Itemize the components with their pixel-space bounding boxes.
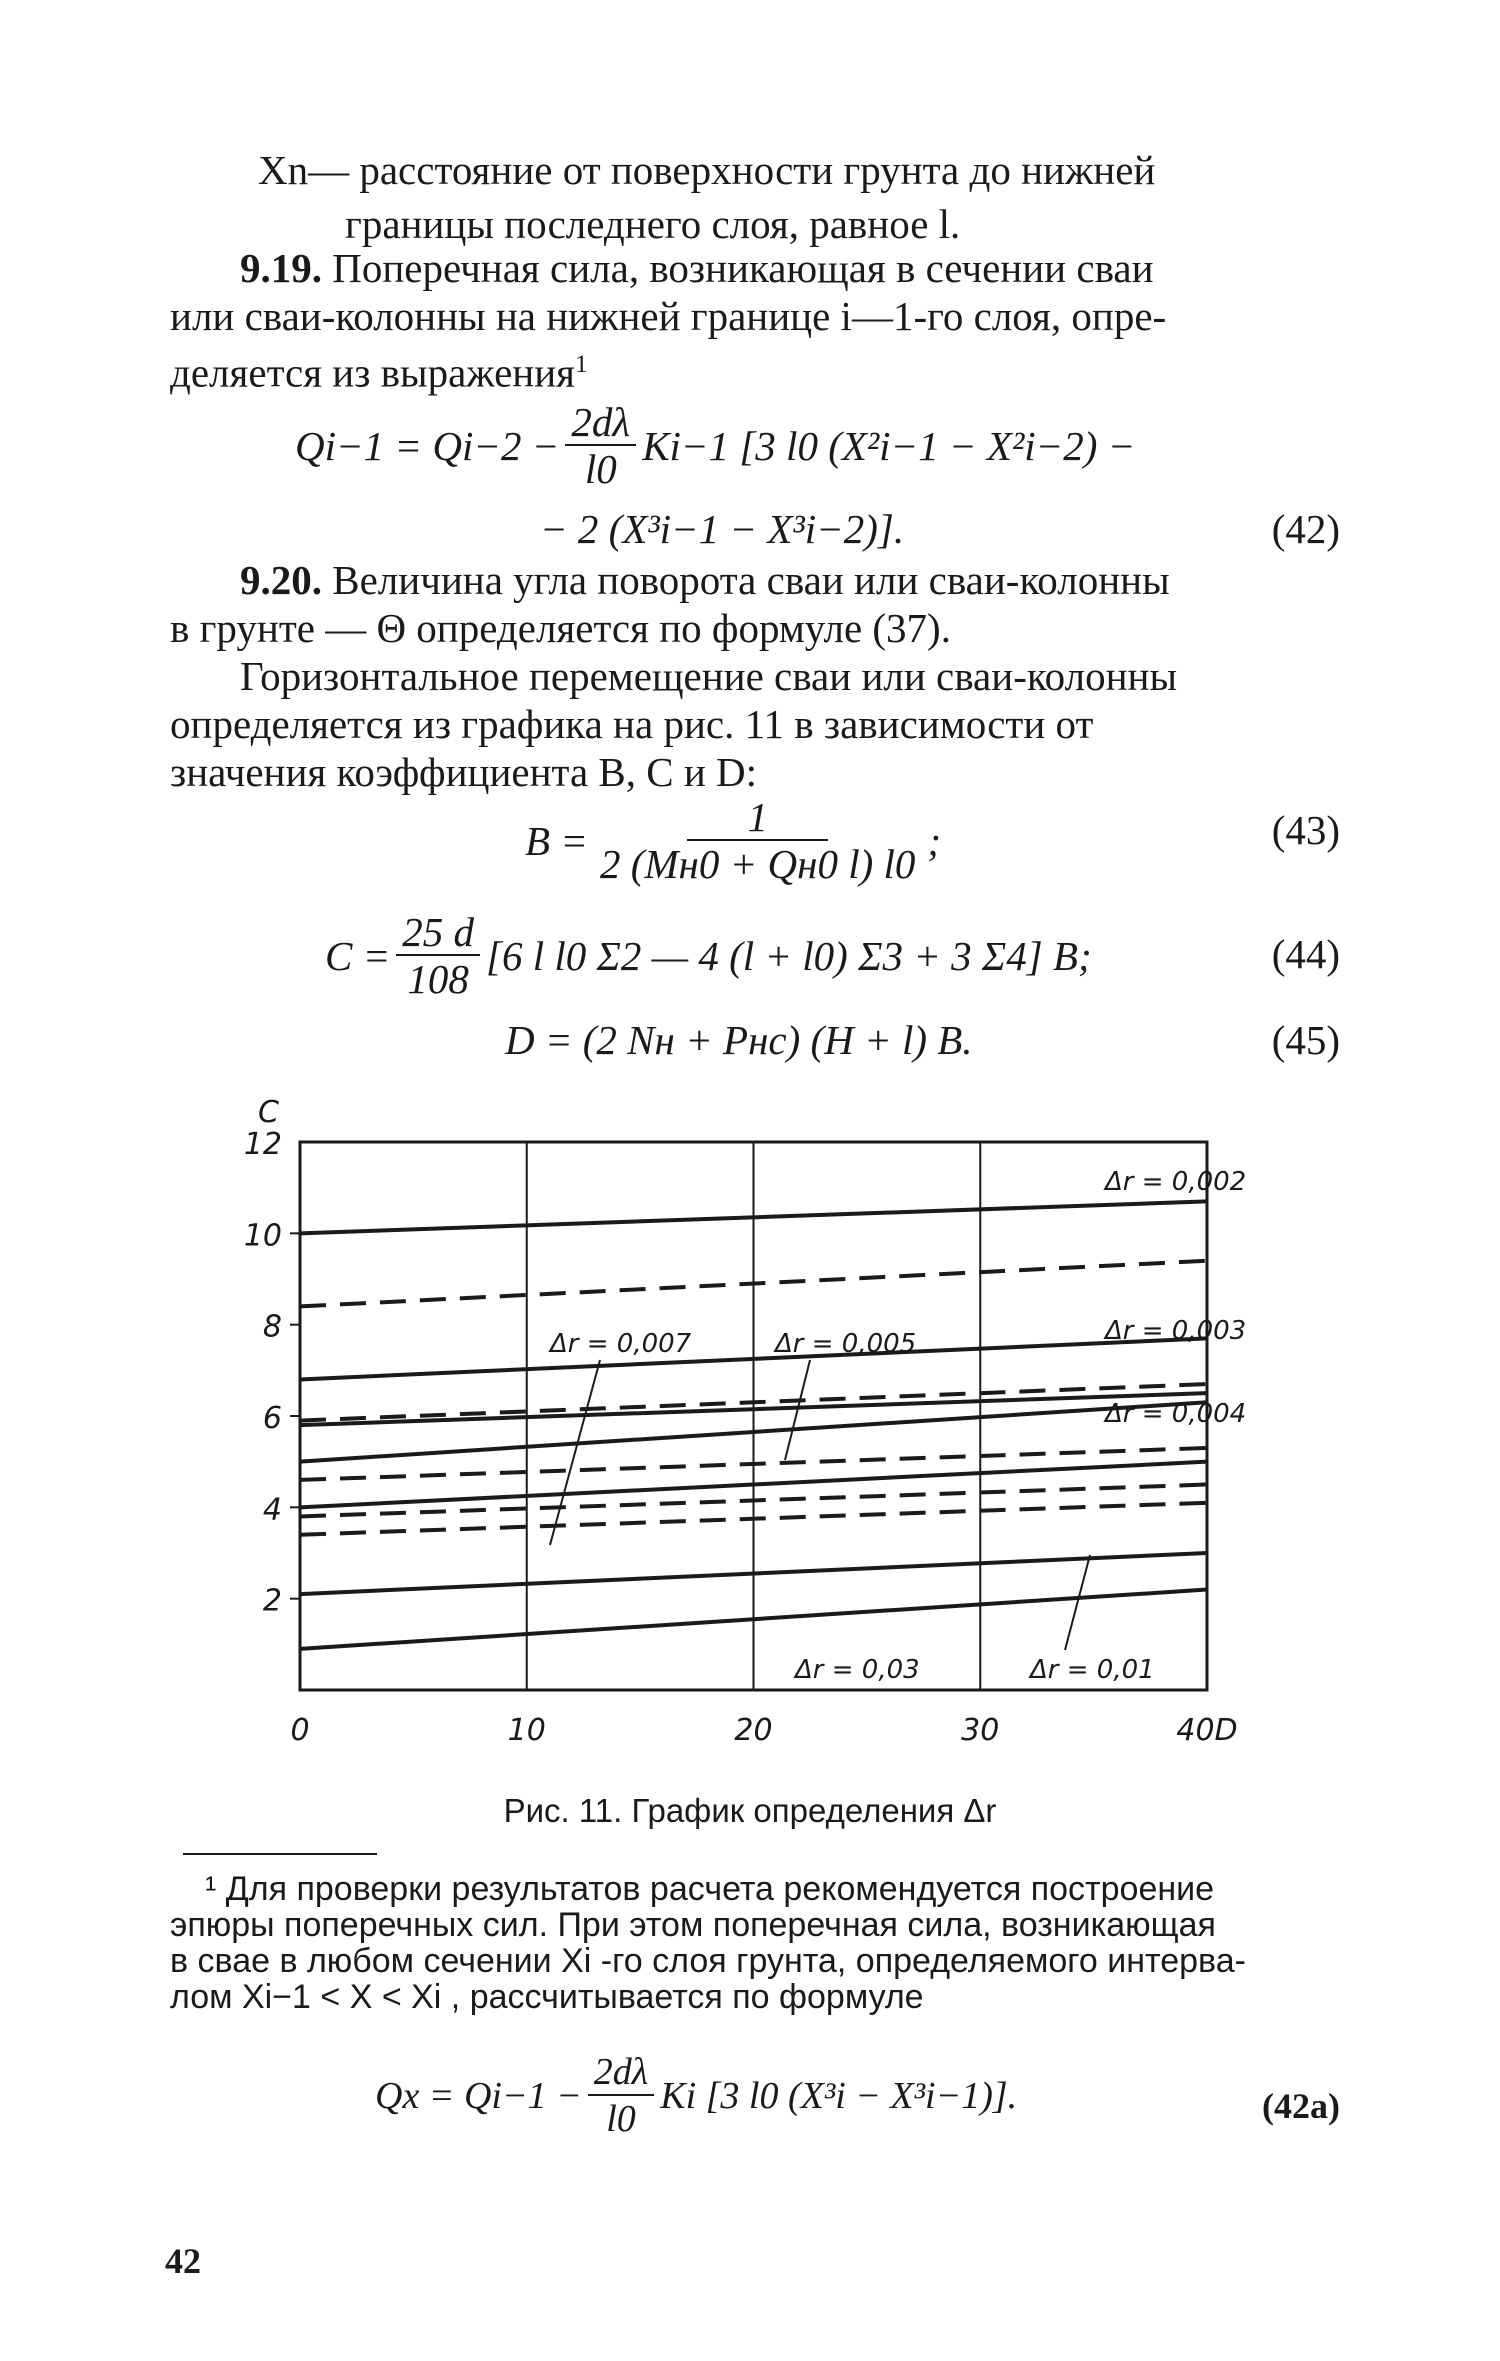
chart-y-tick-label: 8 bbox=[262, 1309, 282, 1345]
chart-label-leader bbox=[1065, 1555, 1090, 1650]
equation-part: B = bbox=[525, 818, 588, 864]
equation-part: Ki−1 [3 l0 (X²i−1 − X²i−2) − bbox=[642, 423, 1136, 469]
chart-x-tick-label: 40D bbox=[1176, 1713, 1238, 1748]
page-number: 42 bbox=[165, 2241, 201, 2281]
footnote-line: лом Xi−1 < X < Xi , рассчитывается по формуле bbox=[170, 1978, 924, 2016]
equation-number-44: (44) bbox=[1271, 931, 1340, 977]
footnote-line: в свае в любом сечении Xi -го слоя грунта, определяемого интерва- bbox=[170, 1942, 1246, 1980]
chart-series-label: Δr = 0,03 bbox=[795, 1655, 920, 1685]
text-line-xn: Xn— расстояние от поверхности грунта до нижней bbox=[258, 147, 1156, 193]
footnote-mark: 1 bbox=[575, 350, 588, 378]
paragraph-line: в грунте — Θ определяется по формуле (37). bbox=[170, 605, 951, 651]
chart-series-label: Δr = 0,003 bbox=[1105, 1316, 1247, 1346]
fraction-denominator: l0 bbox=[606, 2098, 636, 2140]
chart-x-tick-label: 0 bbox=[290, 1713, 310, 1748]
paragraph-text: Величина угла поворота сваи или сваи-колонны bbox=[332, 557, 1170, 603]
fraction-denominator: 2 (Mн0 + Qн0 l) l0 bbox=[599, 841, 916, 887]
equation-number-42: (42) bbox=[1271, 506, 1340, 552]
fraction-denominator: 108 bbox=[407, 956, 469, 1002]
fraction-numerator: 25 d bbox=[396, 910, 480, 956]
paragraph-line: или сваи-колонны на нижней границе i—1-го слоя, опре- bbox=[170, 293, 1167, 339]
paragraph-line: значения коэффициента B, C и D: bbox=[170, 749, 758, 795]
chart-y-tick-label: 12 bbox=[243, 1127, 282, 1162]
fraction-numerator: 2dλ bbox=[588, 2050, 654, 2096]
equation-part: ; bbox=[927, 818, 942, 864]
fraction-numerator: 1 bbox=[687, 795, 828, 841]
section-number: 9.19. bbox=[240, 245, 322, 291]
chart-series-label: Δr = 0,004 bbox=[1105, 1399, 1247, 1429]
text-line-boundary: границы последнего слоя, равное l. bbox=[345, 201, 961, 247]
chart-series-label: Δr = 0,002 bbox=[1105, 1167, 1247, 1197]
equation-number-42a: (42а) bbox=[1262, 2086, 1340, 2126]
chart-y-tick-label: 4 bbox=[262, 1492, 282, 1528]
chart-y-tick-label: 10 bbox=[243, 1218, 282, 1254]
section-number: 9.20. bbox=[240, 557, 322, 603]
chart-series-label: Δr = 0,01 bbox=[1030, 1655, 1155, 1685]
chart-label-leader bbox=[785, 1360, 810, 1460]
chart-x-tick-label: 10 bbox=[507, 1713, 546, 1748]
fraction-denominator: l0 bbox=[584, 446, 617, 492]
figure-caption: Рис. 11. График определения Δr bbox=[503, 1792, 997, 1829]
paragraph-text: Поперечная сила, возникающая в сечении сваи bbox=[332, 245, 1154, 291]
chart-x-tick-label: 30 bbox=[961, 1713, 1000, 1748]
equation-part: Qi−1 = Qi−2 − bbox=[295, 423, 560, 469]
equation-fraction bbox=[588, 2050, 654, 2142]
chart-y-axis-label: C bbox=[258, 1095, 279, 1130]
equation-number-45: (45) bbox=[1271, 1017, 1340, 1063]
paragraph-line: Горизонтальное перемещение сваи или сваи-колонны bbox=[240, 653, 1178, 699]
chart-series-label: Δr = 0,005 bbox=[775, 1329, 917, 1359]
paragraph-line: определяется из графика на рис. 11 в зависимости от bbox=[170, 701, 1094, 747]
equation-number-43: (43) bbox=[1271, 807, 1340, 853]
chart-y-tick-label: 2 bbox=[262, 1583, 282, 1619]
equation-part: C = bbox=[325, 933, 391, 979]
chart-x-tick-label: 20 bbox=[734, 1713, 773, 1748]
chart-y-tick-label: 6 bbox=[262, 1401, 282, 1436]
footnote-line: эпюры поперечных сил. При этом поперечная сила, возникающая bbox=[170, 1906, 1216, 1944]
fraction-numerator: 2dλ bbox=[565, 400, 636, 446]
paragraph-text: деляется из выражения bbox=[170, 349, 576, 396]
equation-part: [6 l l0 Σ2 — 4 (l + l0) Σ3 + 3 Σ4] B; bbox=[486, 933, 1092, 979]
equation-part: Ki [3 l0 (X³i − X³i−1)]. bbox=[660, 2075, 1018, 2117]
chart-series-label: Δr = 0,007 bbox=[550, 1329, 692, 1359]
equation-45: D = (2 Nн + Pнс) (H + l) B. bbox=[505, 1017, 973, 1063]
equation-part: Qx = Qi−1 − bbox=[375, 2075, 582, 2117]
footnote-line: ¹ Для проверки результатов расчета рекомендуется построение bbox=[205, 1870, 1215, 1908]
equation-42a bbox=[375, 2050, 1017, 2142]
equation-42-line-2: − 2 (X³i−1 − X³i−2)]. bbox=[540, 506, 905, 552]
chart-label-leader bbox=[550, 1360, 600, 1545]
footnote-rule bbox=[183, 1853, 377, 1855]
